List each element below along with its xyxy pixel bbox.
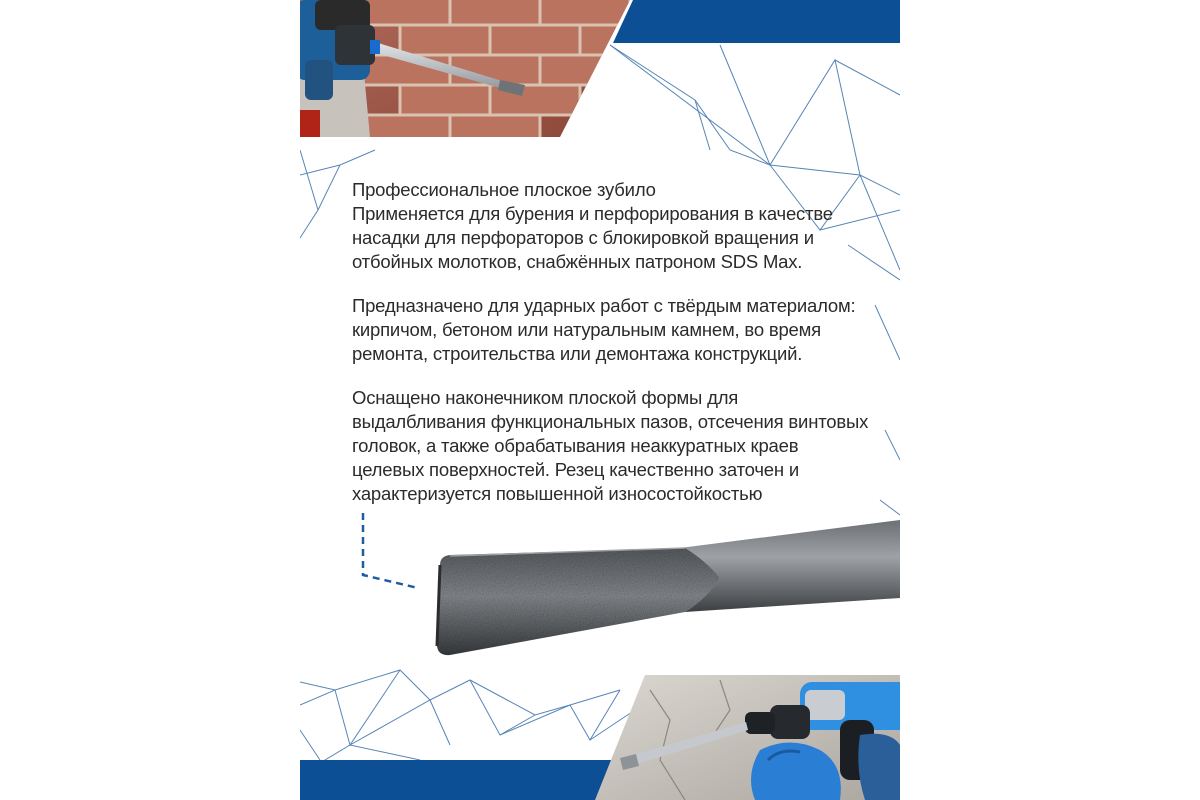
- bottom-drill-photo: [300, 0, 900, 800]
- purpose-text: Предназначено для ударных работ с твёрдым материалом: кирпичом, бетоном или натуральным камнем, во время ремонта, строительства или демонтажа конструкций.: [352, 295, 856, 364]
- features-text: Оснащено наконечником плоской формы для выдалбливания функциональных пазов, отсечения винтовых головок, а также обрабатывания неаккуратных краев целевых поверхностей. Резец качественно заточен и характеризуется повышенной износостойкостью: [352, 387, 869, 504]
- product-info-card: [300, 0, 900, 800]
- product-title: Профессиональное плоское зубило: [352, 179, 656, 200]
- usage-text: Применяется для бурения и перфорирования в качестве насадки для перфораторов с блокировкой вращения и отбойных молотков, снабжённых патроном SDS Max.: [352, 203, 833, 272]
